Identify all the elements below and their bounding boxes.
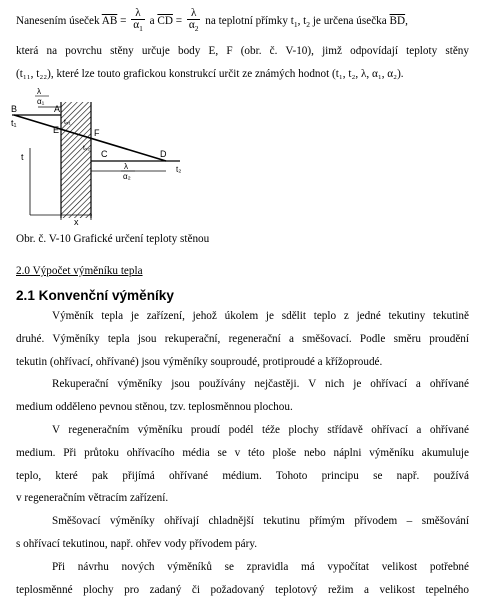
- body-line: druhé. Výměníky tepla jsou rekuperační, regenerační a směšovací. Podle směru proudění: [16, 332, 469, 345]
- intro-line-2: která na povrchu stěny určuje body E, F (obr. č. V-10), jimž odpovídají teploty stěny: [16, 45, 469, 57]
- text-span: Nanesením úseček: [16, 15, 100, 27]
- intro-line-3: (t₁₁, t₂₂), které lze touto grafickou konstrukcí určit ze známých hodnot (t₁, t₂, λ, α₁, α₂).: [16, 68, 404, 80]
- body-line: tekutin (ohřívací, ohřívané) jsou výměníky souproudé, protiproudé a křížoproudé.: [16, 355, 383, 368]
- fraction-denominator: [187, 20, 201, 34]
- segment-cd: $\overline{CD}$: [157, 15, 173, 27]
- text-span: je určena úsečka: [312, 15, 387, 27]
- label-x-axis: x: [74, 217, 79, 226]
- fraction-lambda-alpha1: [131, 8, 145, 34]
- label-a: A: [54, 104, 61, 114]
- body-line: Výměník tepla je zařízení, jehož úkolem je sdělit teplo z jedné tekutiny tekutině: [52, 310, 469, 322]
- label-ts2: tₛ₂: [83, 145, 91, 152]
- fraction-lambda-alpha2: [187, 8, 201, 34]
- fraction-numerator: λ: [131, 8, 145, 20]
- text-span: , t: [297, 15, 307, 27]
- subscript: 2: [306, 20, 311, 30]
- text-span: a: [149, 15, 155, 27]
- subsection-heading: 2.1 Konvenční výměníky: [16, 288, 174, 303]
- label-alpha2: α₂: [123, 172, 131, 181]
- label-d: D: [160, 149, 167, 159]
- figure-caption: Obr. č. V-10 Grafické určení teploty stěnou: [16, 233, 210, 245]
- body-line: teplo, které pak přijímá ohřívané médium. Tohoto principu se např. používá: [16, 469, 469, 482]
- segment-ab: $\overline{AB}$: [101, 15, 118, 27]
- text-span: ,: [405, 15, 408, 27]
- body-line: Směšovací výměníky ohřívají chladnější tekutinu přímým přívodem – směšování: [52, 515, 469, 528]
- body-line: medium odděleno pevnou stěnou, tzv. teplosměnnou plochou.: [16, 401, 293, 414]
- body-line: teplosměnné plochy pro zadaný či požadovaný teplotový režim a velikost tepelného: [16, 583, 469, 596]
- equals-sign: =: [175, 15, 183, 27]
- label-e: E: [53, 125, 60, 135]
- label-t-axis: t: [21, 152, 24, 162]
- body-line: v regeneračním větracím zařízení.: [16, 492, 169, 505]
- label-f: F: [94, 128, 100, 138]
- subscript: 2: [194, 24, 199, 34]
- label-c: C: [101, 149, 108, 159]
- subscript: 1: [139, 24, 143, 34]
- subscript: 1: [293, 20, 298, 30]
- label-t1: t₁: [11, 118, 17, 128]
- body-line: Rekuperační výměníky jsou používány nejčastěji. V nich je ohřívací a ohřívané: [52, 378, 469, 391]
- label-lambda-bottom: λ: [124, 162, 128, 171]
- label-lambda-top: λ: [37, 87, 41, 96]
- fraction-denominator: [131, 20, 145, 34]
- wall-temperature-diagram: [8, 86, 198, 226]
- body-line: s ohřívací tekutinou, např. ohřev vody přívodem páry.: [16, 538, 257, 550]
- intro-line-1: [16, 6, 469, 40]
- text-span: na teplotní přímky t: [205, 15, 294, 27]
- section-title: 2.0 Výpočet výměníku tepla: [16, 265, 143, 277]
- segment-bd: $\overline{BD}$: [389, 15, 406, 27]
- alpha-symbol: α: [133, 19, 140, 32]
- fraction-numerator: λ: [187, 8, 201, 20]
- body-line: medium. Při průtoku ohřívacího média se v této ploše nebo náplni výměníku akumuluje: [16, 446, 469, 459]
- body-line: Při návrhu nových výměníků se zpravidla má vypočítat velikost potřebné: [52, 560, 469, 573]
- equals-sign: =: [120, 15, 127, 27]
- alpha-symbol: α: [188, 19, 195, 32]
- label-ts1: tₛ₁: [64, 119, 71, 126]
- label-t2: t₂: [176, 165, 182, 174]
- label-b: B: [11, 104, 18, 114]
- body-line: V regeneračním výměníku proudí podél téže plochy střídavě ohřívací a ohřívané: [52, 424, 469, 436]
- label-alpha1: α₁: [37, 97, 45, 106]
